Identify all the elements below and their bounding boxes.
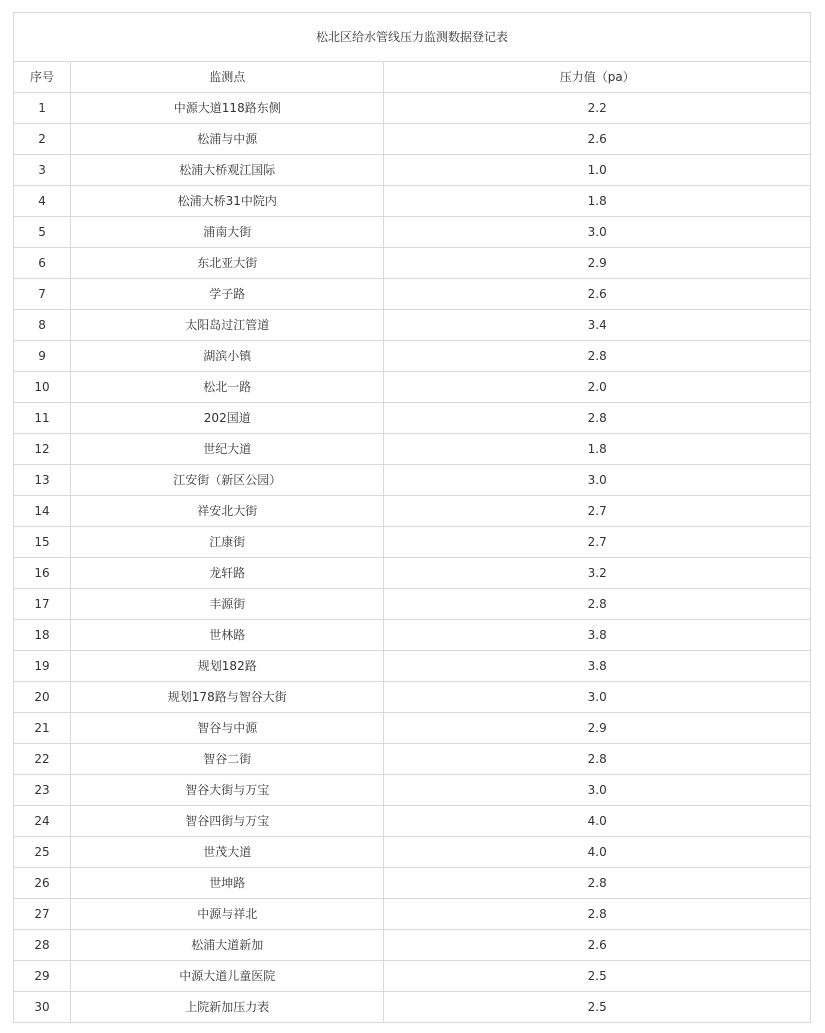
header-value: 压力值（pa） xyxy=(384,62,811,93)
table-row xyxy=(14,682,811,713)
cell-point: 世茂大道 xyxy=(71,837,384,868)
cell-no: 11 xyxy=(14,403,71,434)
cell-no: 27 xyxy=(14,899,71,930)
table-row xyxy=(14,403,811,434)
table-body xyxy=(14,93,811,1023)
cell-value: 2.0 xyxy=(384,372,811,403)
table-row xyxy=(14,775,811,806)
cell-no: 14 xyxy=(14,496,71,527)
cell-value: 4.0 xyxy=(384,837,811,868)
table-row xyxy=(14,806,811,837)
cell-point: 上院新加压力表 xyxy=(71,992,384,1023)
cell-no: 17 xyxy=(14,589,71,620)
table-row xyxy=(14,837,811,868)
cell-point: 规划178路与智谷大街 xyxy=(71,682,384,713)
cell-no: 13 xyxy=(14,465,71,496)
cell-no: 24 xyxy=(14,806,71,837)
cell-point: 智谷与中源 xyxy=(71,713,384,744)
cell-point: 中源大道118路东侧 xyxy=(71,93,384,124)
table-row xyxy=(14,434,811,465)
cell-value: 3.0 xyxy=(384,217,811,248)
cell-point: 松浦大道新加 xyxy=(71,930,384,961)
cell-value: 2.7 xyxy=(384,496,811,527)
cell-point: 东北亚大街 xyxy=(71,248,384,279)
header-no: 序号 xyxy=(14,62,71,93)
cell-no: 19 xyxy=(14,651,71,682)
cell-no: 20 xyxy=(14,682,71,713)
cell-point: 太阳岛过江管道 xyxy=(71,310,384,341)
cell-value: 2.5 xyxy=(384,992,811,1023)
cell-no: 5 xyxy=(14,217,71,248)
cell-no: 23 xyxy=(14,775,71,806)
cell-value: 3.0 xyxy=(384,465,811,496)
cell-value: 2.8 xyxy=(384,744,811,775)
cell-no: 4 xyxy=(14,186,71,217)
cell-value: 1.8 xyxy=(384,186,811,217)
cell-no: 9 xyxy=(14,341,71,372)
cell-no: 22 xyxy=(14,744,71,775)
table-row xyxy=(14,589,811,620)
cell-point: 松浦与中源 xyxy=(71,124,384,155)
cell-value: 2.9 xyxy=(384,248,811,279)
cell-value: 3.8 xyxy=(384,620,811,651)
cell-point: 世林路 xyxy=(71,620,384,651)
table-row xyxy=(14,527,811,558)
cell-no: 2 xyxy=(14,124,71,155)
cell-point: 松北一路 xyxy=(71,372,384,403)
cell-point: 智谷二街 xyxy=(71,744,384,775)
cell-value: 3.4 xyxy=(384,310,811,341)
cell-value: 2.8 xyxy=(384,341,811,372)
table-row xyxy=(14,496,811,527)
cell-no: 8 xyxy=(14,310,71,341)
cell-value: 2.9 xyxy=(384,713,811,744)
table-row xyxy=(14,217,811,248)
cell-value: 2.7 xyxy=(384,527,811,558)
cell-value: 1.8 xyxy=(384,434,811,465)
table-row xyxy=(14,868,811,899)
table-row xyxy=(14,248,811,279)
cell-no: 7 xyxy=(14,279,71,310)
cell-point: 浦南大街 xyxy=(71,217,384,248)
cell-point: 智谷四街与万宝 xyxy=(71,806,384,837)
cell-no: 28 xyxy=(14,930,71,961)
table-row xyxy=(14,961,811,992)
cell-no: 29 xyxy=(14,961,71,992)
cell-value: 2.6 xyxy=(384,930,811,961)
cell-no: 26 xyxy=(14,868,71,899)
title-row xyxy=(14,13,811,62)
cell-value: 2.8 xyxy=(384,868,811,899)
cell-point: 规划182路 xyxy=(71,651,384,682)
cell-value: 3.0 xyxy=(384,682,811,713)
cell-value: 2.8 xyxy=(384,899,811,930)
cell-no: 25 xyxy=(14,837,71,868)
table-row xyxy=(14,93,811,124)
table-row xyxy=(14,310,811,341)
cell-point: 祥安北大街 xyxy=(71,496,384,527)
header-point: 监测点 xyxy=(71,62,384,93)
cell-point: 江康街 xyxy=(71,527,384,558)
table-row xyxy=(14,713,811,744)
cell-value: 1.0 xyxy=(384,155,811,186)
cell-point: 世纪大道 xyxy=(71,434,384,465)
table-row xyxy=(14,744,811,775)
cell-value: 3.2 xyxy=(384,558,811,589)
table-title: 松北区给水管线压力监测数据登记表 xyxy=(14,13,811,62)
cell-value: 2.8 xyxy=(384,589,811,620)
cell-point: 学子路 xyxy=(71,279,384,310)
table-row xyxy=(14,279,811,310)
cell-no: 12 xyxy=(14,434,71,465)
cell-point: 丰源街 xyxy=(71,589,384,620)
cell-point: 世坤路 xyxy=(71,868,384,899)
cell-point: 中源大道儿童医院 xyxy=(71,961,384,992)
cell-point: 智谷大街与万宝 xyxy=(71,775,384,806)
table-row xyxy=(14,372,811,403)
header-row xyxy=(14,62,811,93)
cell-value: 2.6 xyxy=(384,124,811,155)
table-row xyxy=(14,930,811,961)
table-row xyxy=(14,899,811,930)
table-row xyxy=(14,186,811,217)
cell-point: 松浦大桥观江国际 xyxy=(71,155,384,186)
cell-no: 21 xyxy=(14,713,71,744)
table-row xyxy=(14,124,811,155)
cell-point: 江安街（新区公园） xyxy=(71,465,384,496)
cell-point: 湖滨小镇 xyxy=(71,341,384,372)
cell-no: 15 xyxy=(14,527,71,558)
cell-no: 16 xyxy=(14,558,71,589)
data-table-container xyxy=(13,12,811,1023)
cell-value: 2.5 xyxy=(384,961,811,992)
cell-value: 3.8 xyxy=(384,651,811,682)
cell-no: 10 xyxy=(14,372,71,403)
table-row xyxy=(14,651,811,682)
table-row xyxy=(14,992,811,1023)
table-row xyxy=(14,558,811,589)
cell-value: 2.8 xyxy=(384,403,811,434)
cell-point: 中源与祥北 xyxy=(71,899,384,930)
table-row xyxy=(14,620,811,651)
table-row xyxy=(14,341,811,372)
cell-no: 18 xyxy=(14,620,71,651)
cell-no: 30 xyxy=(14,992,71,1023)
cell-no: 6 xyxy=(14,248,71,279)
cell-value: 3.0 xyxy=(384,775,811,806)
pressure-table xyxy=(13,12,811,1023)
cell-point: 202国道 xyxy=(71,403,384,434)
cell-no: 1 xyxy=(14,93,71,124)
cell-value: 2.2 xyxy=(384,93,811,124)
table-row xyxy=(14,465,811,496)
table-row xyxy=(14,155,811,186)
cell-value: 2.6 xyxy=(384,279,811,310)
cell-point: 龙轩路 xyxy=(71,558,384,589)
cell-value: 4.0 xyxy=(384,806,811,837)
cell-no: 3 xyxy=(14,155,71,186)
cell-point: 松浦大桥31中院内 xyxy=(71,186,384,217)
